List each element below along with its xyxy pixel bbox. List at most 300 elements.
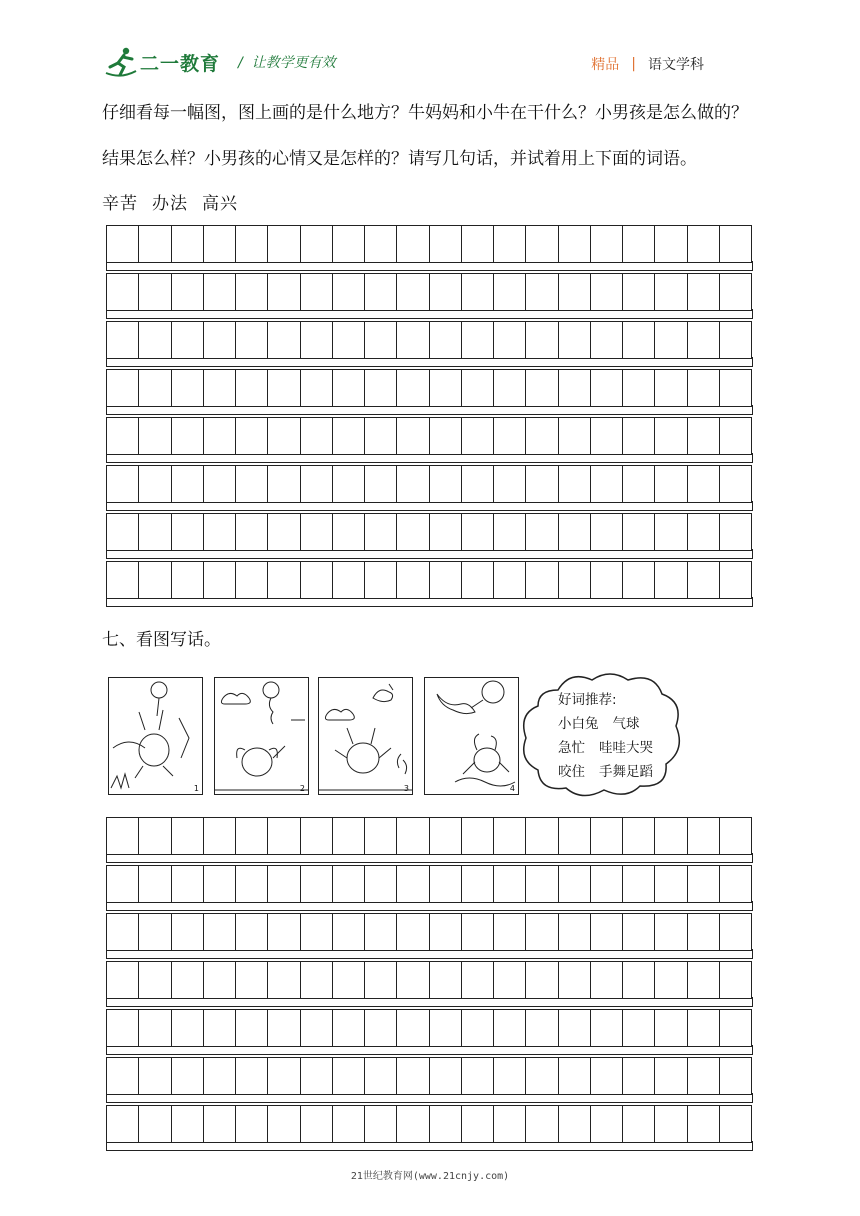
grid-cell[interactable]	[107, 226, 139, 262]
grid-cell[interactable]	[172, 962, 204, 998]
grid-cell[interactable]	[494, 418, 526, 454]
grid-cell[interactable]	[494, 1058, 526, 1094]
grid-cell[interactable]	[268, 818, 300, 854]
grid-cell[interactable]	[526, 1058, 558, 1094]
grid-cell[interactable]	[720, 914, 752, 950]
grid-cell[interactable]	[430, 562, 462, 598]
grid-cell[interactable]	[397, 514, 429, 550]
grid-cell[interactable]	[430, 322, 462, 358]
grid-cell[interactable]	[688, 1106, 720, 1142]
grid-cell[interactable]	[526, 866, 558, 902]
grid-cell[interactable]	[430, 466, 462, 502]
grid-cell[interactable]	[655, 962, 687, 998]
grid-cell[interactable]	[720, 866, 752, 902]
grid-cell[interactable]	[268, 914, 300, 950]
grid-cell[interactable]	[462, 226, 494, 262]
grid-cell[interactable]	[559, 514, 591, 550]
grid-cell[interactable]	[107, 1106, 139, 1142]
grid-cell[interactable]	[139, 562, 171, 598]
grid-cell[interactable]	[268, 322, 300, 358]
grid-cell[interactable]	[559, 322, 591, 358]
grid-cell[interactable]	[462, 466, 494, 502]
grid-cell[interactable]	[688, 914, 720, 950]
grid-cell[interactable]	[397, 962, 429, 998]
grid-cell[interactable]	[494, 914, 526, 950]
grid-cell[interactable]	[623, 962, 655, 998]
grid-cell[interactable]	[494, 226, 526, 262]
grid-cell[interactable]	[333, 1058, 365, 1094]
grid-cell[interactable]	[526, 962, 558, 998]
grid-cell[interactable]	[139, 1058, 171, 1094]
grid-cell[interactable]	[462, 562, 494, 598]
grid-cell[interactable]	[172, 226, 204, 262]
grid-cell[interactable]	[236, 1106, 268, 1142]
grid-cell[interactable]	[397, 562, 429, 598]
grid-cell[interactable]	[559, 1010, 591, 1046]
grid-cell[interactable]	[430, 1058, 462, 1094]
grid-cell[interactable]	[430, 226, 462, 262]
grid-cell[interactable]	[204, 418, 236, 454]
grid-cell[interactable]	[559, 914, 591, 950]
grid-cell[interactable]	[204, 370, 236, 406]
grid-cell[interactable]	[688, 226, 720, 262]
grid-cell[interactable]	[397, 466, 429, 502]
grid-cell[interactable]	[591, 418, 623, 454]
grid-cell[interactable]	[526, 1106, 558, 1142]
grid-cell[interactable]	[720, 1058, 752, 1094]
grid-cell[interactable]	[494, 866, 526, 902]
grid-cell[interactable]	[172, 1010, 204, 1046]
grid-cell[interactable]	[236, 1010, 268, 1046]
grid-cell[interactable]	[526, 274, 558, 310]
grid-cell[interactable]	[623, 866, 655, 902]
grid-cell[interactable]	[462, 370, 494, 406]
grid-cell[interactable]	[365, 866, 397, 902]
grid-cell[interactable]	[720, 962, 752, 998]
grid-cell[interactable]	[430, 962, 462, 998]
grid-cell[interactable]	[591, 818, 623, 854]
grid-cell[interactable]	[655, 914, 687, 950]
grid-cell[interactable]	[268, 562, 300, 598]
grid-cell[interactable]	[559, 418, 591, 454]
grid-cell[interactable]	[526, 1010, 558, 1046]
grid-cell[interactable]	[301, 370, 333, 406]
grid-cell[interactable]	[139, 322, 171, 358]
grid-cell[interactable]	[365, 1058, 397, 1094]
grid-cell[interactable]	[655, 1010, 687, 1046]
grid-cell[interactable]	[365, 562, 397, 598]
grid-cell[interactable]	[526, 818, 558, 854]
grid-cell[interactable]	[139, 914, 171, 950]
grid-cell[interactable]	[720, 562, 752, 598]
grid-cell[interactable]	[172, 322, 204, 358]
grid-cell[interactable]	[462, 1106, 494, 1142]
grid-cell[interactable]	[623, 914, 655, 950]
grid-cell[interactable]	[397, 322, 429, 358]
grid-cell[interactable]	[268, 418, 300, 454]
grid-cell[interactable]	[494, 514, 526, 550]
grid-cell[interactable]	[623, 226, 655, 262]
grid-cell[interactable]	[655, 370, 687, 406]
grid-cell[interactable]	[172, 818, 204, 854]
grid-cell[interactable]	[365, 418, 397, 454]
grid-cell[interactable]	[591, 962, 623, 998]
grid-cell[interactable]	[107, 962, 139, 998]
grid-cell[interactable]	[720, 818, 752, 854]
grid-cell[interactable]	[688, 514, 720, 550]
grid-cell[interactable]	[107, 370, 139, 406]
grid-cell[interactable]	[430, 418, 462, 454]
grid-cell[interactable]	[559, 562, 591, 598]
grid-cell[interactable]	[236, 514, 268, 550]
grid-cell[interactable]	[462, 274, 494, 310]
grid-cell[interactable]	[623, 514, 655, 550]
grid-cell[interactable]	[172, 562, 204, 598]
grid-cell[interactable]	[204, 514, 236, 550]
grid-cell[interactable]	[333, 866, 365, 902]
grid-cell[interactable]	[720, 274, 752, 310]
grid-cell[interactable]	[301, 866, 333, 902]
grid-cell[interactable]	[494, 274, 526, 310]
grid-cell[interactable]	[107, 1058, 139, 1094]
grid-cell[interactable]	[333, 418, 365, 454]
grid-cell[interactable]	[172, 914, 204, 950]
grid-cell[interactable]	[204, 562, 236, 598]
grid-cell[interactable]	[720, 418, 752, 454]
grid-cell[interactable]	[623, 322, 655, 358]
grid-cell[interactable]	[139, 466, 171, 502]
grid-cell[interactable]	[623, 1010, 655, 1046]
grid-cell[interactable]	[430, 274, 462, 310]
grid-cell[interactable]	[236, 1058, 268, 1094]
grid-cell[interactable]	[139, 370, 171, 406]
grid-cell[interactable]	[333, 466, 365, 502]
grid-cell[interactable]	[397, 274, 429, 310]
grid-cell[interactable]	[333, 1010, 365, 1046]
grid-cell[interactable]	[462, 962, 494, 998]
grid-cell[interactable]	[333, 562, 365, 598]
grid-cell[interactable]	[430, 818, 462, 854]
grid-cell[interactable]	[526, 418, 558, 454]
grid-cell[interactable]	[494, 818, 526, 854]
grid-cell[interactable]	[139, 226, 171, 262]
grid-cell[interactable]	[397, 1106, 429, 1142]
grid-cell[interactable]	[236, 914, 268, 950]
grid-cell[interactable]	[526, 226, 558, 262]
grid-cell[interactable]	[397, 226, 429, 262]
grid-cell[interactable]	[655, 1058, 687, 1094]
grid-cell[interactable]	[365, 1010, 397, 1046]
grid-cell[interactable]	[655, 226, 687, 262]
grid-cell[interactable]	[591, 226, 623, 262]
grid-cell[interactable]	[591, 370, 623, 406]
grid-cell[interactable]	[107, 514, 139, 550]
grid-cell[interactable]	[688, 562, 720, 598]
grid-cell[interactable]	[720, 466, 752, 502]
grid-cell[interactable]	[172, 514, 204, 550]
grid-cell[interactable]	[365, 962, 397, 998]
grid-cell[interactable]	[591, 514, 623, 550]
grid-cell[interactable]	[268, 1106, 300, 1142]
grid-cell[interactable]	[462, 1058, 494, 1094]
grid-cell[interactable]	[172, 866, 204, 902]
grid-cell[interactable]	[139, 962, 171, 998]
grid-cell[interactable]	[236, 226, 268, 262]
grid-cell[interactable]	[333, 370, 365, 406]
grid-cell[interactable]	[688, 466, 720, 502]
grid-cell[interactable]	[623, 1058, 655, 1094]
grid-cell[interactable]	[430, 514, 462, 550]
grid-cell[interactable]	[655, 274, 687, 310]
grid-cell[interactable]	[301, 818, 333, 854]
grid-cell[interactable]	[494, 466, 526, 502]
grid-cell[interactable]	[559, 274, 591, 310]
writing-grid-2[interactable]	[106, 817, 753, 1153]
grid-cell[interactable]	[333, 514, 365, 550]
grid-cell[interactable]	[462, 818, 494, 854]
grid-cell[interactable]	[623, 818, 655, 854]
grid-cell[interactable]	[526, 466, 558, 502]
grid-cell[interactable]	[236, 962, 268, 998]
grid-cell[interactable]	[720, 514, 752, 550]
grid-cell[interactable]	[268, 370, 300, 406]
grid-cell[interactable]	[172, 274, 204, 310]
grid-cell[interactable]	[655, 818, 687, 854]
grid-cell[interactable]	[107, 1010, 139, 1046]
grid-cell[interactable]	[204, 962, 236, 998]
grid-cell[interactable]	[236, 274, 268, 310]
grid-cell[interactable]	[204, 1058, 236, 1094]
grid-cell[interactable]	[559, 818, 591, 854]
grid-cell[interactable]	[204, 274, 236, 310]
grid-cell[interactable]	[688, 1058, 720, 1094]
grid-cell[interactable]	[301, 514, 333, 550]
grid-cell[interactable]	[559, 466, 591, 502]
grid-cell[interactable]	[720, 1106, 752, 1142]
grid-cell[interactable]	[623, 418, 655, 454]
grid-cell[interactable]	[333, 226, 365, 262]
grid-cell[interactable]	[204, 866, 236, 902]
grid-cell[interactable]	[139, 866, 171, 902]
grid-cell[interactable]	[365, 322, 397, 358]
grid-cell[interactable]	[365, 1106, 397, 1142]
grid-cell[interactable]	[462, 866, 494, 902]
grid-cell[interactable]	[236, 866, 268, 902]
grid-cell[interactable]	[494, 962, 526, 998]
grid-cell[interactable]	[591, 562, 623, 598]
grid-cell[interactable]	[268, 226, 300, 262]
grid-cell[interactable]	[591, 1058, 623, 1094]
grid-cell[interactable]	[720, 1010, 752, 1046]
grid-cell[interactable]	[430, 914, 462, 950]
grid-cell[interactable]	[333, 914, 365, 950]
grid-cell[interactable]	[397, 370, 429, 406]
grid-cell[interactable]	[655, 322, 687, 358]
grid-cell[interactable]	[591, 914, 623, 950]
grid-cell[interactable]	[301, 1106, 333, 1142]
grid-cell[interactable]	[655, 514, 687, 550]
grid-cell[interactable]	[301, 226, 333, 262]
grid-cell[interactable]	[526, 514, 558, 550]
grid-cell[interactable]	[494, 1106, 526, 1142]
grid-cell[interactable]	[720, 322, 752, 358]
grid-cell[interactable]	[688, 866, 720, 902]
grid-cell[interactable]	[494, 322, 526, 358]
grid-cell[interactable]	[107, 322, 139, 358]
grid-cell[interactable]	[591, 1106, 623, 1142]
grid-cell[interactable]	[494, 1010, 526, 1046]
grid-cell[interactable]	[397, 866, 429, 902]
grid-cell[interactable]	[139, 1010, 171, 1046]
grid-cell[interactable]	[301, 914, 333, 950]
grid-cell[interactable]	[301, 962, 333, 998]
grid-cell[interactable]	[204, 466, 236, 502]
grid-cell[interactable]	[139, 274, 171, 310]
grid-cell[interactable]	[204, 1010, 236, 1046]
grid-cell[interactable]	[236, 322, 268, 358]
grid-cell[interactable]	[236, 562, 268, 598]
grid-cell[interactable]	[365, 514, 397, 550]
grid-cell[interactable]	[462, 418, 494, 454]
grid-cell[interactable]	[655, 466, 687, 502]
writing-grid-1[interactable]	[106, 225, 753, 609]
grid-cell[interactable]	[172, 1106, 204, 1142]
grid-cell[interactable]	[204, 226, 236, 262]
grid-cell[interactable]	[430, 370, 462, 406]
grid-cell[interactable]	[688, 274, 720, 310]
grid-cell[interactable]	[139, 418, 171, 454]
grid-cell[interactable]	[655, 1106, 687, 1142]
grid-cell[interactable]	[301, 418, 333, 454]
grid-cell[interactable]	[430, 866, 462, 902]
grid-cell[interactable]	[268, 274, 300, 310]
grid-cell[interactable]	[236, 418, 268, 454]
grid-cell[interactable]	[333, 322, 365, 358]
grid-cell[interactable]	[655, 866, 687, 902]
grid-cell[interactable]	[623, 1106, 655, 1142]
grid-cell[interactable]	[559, 226, 591, 262]
grid-cell[interactable]	[301, 274, 333, 310]
grid-cell[interactable]	[397, 1058, 429, 1094]
grid-cell[interactable]	[559, 962, 591, 998]
grid-cell[interactable]	[301, 466, 333, 502]
grid-cell[interactable]	[365, 226, 397, 262]
grid-cell[interactable]	[333, 818, 365, 854]
grid-cell[interactable]	[397, 914, 429, 950]
grid-cell[interactable]	[268, 514, 300, 550]
grid-cell[interactable]	[688, 370, 720, 406]
grid-cell[interactable]	[526, 322, 558, 358]
grid-cell[interactable]	[204, 322, 236, 358]
grid-cell[interactable]	[720, 370, 752, 406]
grid-cell[interactable]	[688, 418, 720, 454]
grid-cell[interactable]	[139, 514, 171, 550]
grid-cell[interactable]	[365, 914, 397, 950]
grid-cell[interactable]	[107, 418, 139, 454]
grid-cell[interactable]	[172, 418, 204, 454]
grid-cell[interactable]	[462, 322, 494, 358]
grid-cell[interactable]	[172, 466, 204, 502]
grid-cell[interactable]	[204, 818, 236, 854]
grid-cell[interactable]	[462, 914, 494, 950]
grid-cell[interactable]	[655, 418, 687, 454]
grid-cell[interactable]	[172, 1058, 204, 1094]
grid-cell[interactable]	[462, 514, 494, 550]
grid-cell[interactable]	[333, 1106, 365, 1142]
grid-cell[interactable]	[591, 274, 623, 310]
grid-cell[interactable]	[526, 562, 558, 598]
grid-cell[interactable]	[365, 466, 397, 502]
grid-cell[interactable]	[301, 322, 333, 358]
grid-cell[interactable]	[333, 962, 365, 998]
grid-cell[interactable]	[333, 274, 365, 310]
grid-cell[interactable]	[688, 322, 720, 358]
grid-cell[interactable]	[365, 370, 397, 406]
grid-cell[interactable]	[655, 562, 687, 598]
grid-cell[interactable]	[623, 562, 655, 598]
grid-cell[interactable]	[268, 466, 300, 502]
grid-cell[interactable]	[301, 562, 333, 598]
grid-cell[interactable]	[623, 274, 655, 310]
grid-cell[interactable]	[688, 1010, 720, 1046]
grid-cell[interactable]	[107, 914, 139, 950]
grid-cell[interactable]	[623, 370, 655, 406]
grid-cell[interactable]	[107, 274, 139, 310]
grid-cell[interactable]	[236, 818, 268, 854]
grid-cell[interactable]	[430, 1010, 462, 1046]
grid-cell[interactable]	[688, 818, 720, 854]
grid-cell[interactable]	[397, 418, 429, 454]
grid-cell[interactable]	[559, 1058, 591, 1094]
grid-cell[interactable]	[236, 466, 268, 502]
grid-cell[interactable]	[462, 1010, 494, 1046]
grid-cell[interactable]	[301, 1058, 333, 1094]
grid-cell[interactable]	[526, 914, 558, 950]
grid-cell[interactable]	[365, 274, 397, 310]
grid-cell[interactable]	[236, 370, 268, 406]
grid-cell[interactable]	[107, 562, 139, 598]
grid-cell[interactable]	[559, 370, 591, 406]
grid-cell[interactable]	[559, 866, 591, 902]
grid-cell[interactable]	[526, 370, 558, 406]
grid-cell[interactable]	[204, 1106, 236, 1142]
grid-cell[interactable]	[268, 1010, 300, 1046]
grid-cell[interactable]	[139, 1106, 171, 1142]
grid-cell[interactable]	[301, 1010, 333, 1046]
grid-cell[interactable]	[172, 370, 204, 406]
grid-cell[interactable]	[365, 818, 397, 854]
grid-cell[interactable]	[268, 1058, 300, 1094]
grid-cell[interactable]	[494, 370, 526, 406]
grid-cell[interactable]	[107, 818, 139, 854]
grid-cell[interactable]	[591, 866, 623, 902]
grid-cell[interactable]	[107, 466, 139, 502]
grid-cell[interactable]	[591, 466, 623, 502]
grid-cell[interactable]	[623, 466, 655, 502]
grid-cell[interactable]	[139, 818, 171, 854]
grid-cell[interactable]	[688, 962, 720, 998]
grid-cell[interactable]	[720, 226, 752, 262]
grid-cell[interactable]	[107, 866, 139, 902]
grid-cell[interactable]	[430, 1106, 462, 1142]
grid-cell[interactable]	[268, 962, 300, 998]
grid-cell[interactable]	[397, 818, 429, 854]
grid-cell[interactable]	[268, 866, 300, 902]
grid-cell[interactable]	[204, 914, 236, 950]
grid-cell[interactable]	[397, 1010, 429, 1046]
grid-cell[interactable]	[559, 1106, 591, 1142]
grid-cell[interactable]	[494, 562, 526, 598]
